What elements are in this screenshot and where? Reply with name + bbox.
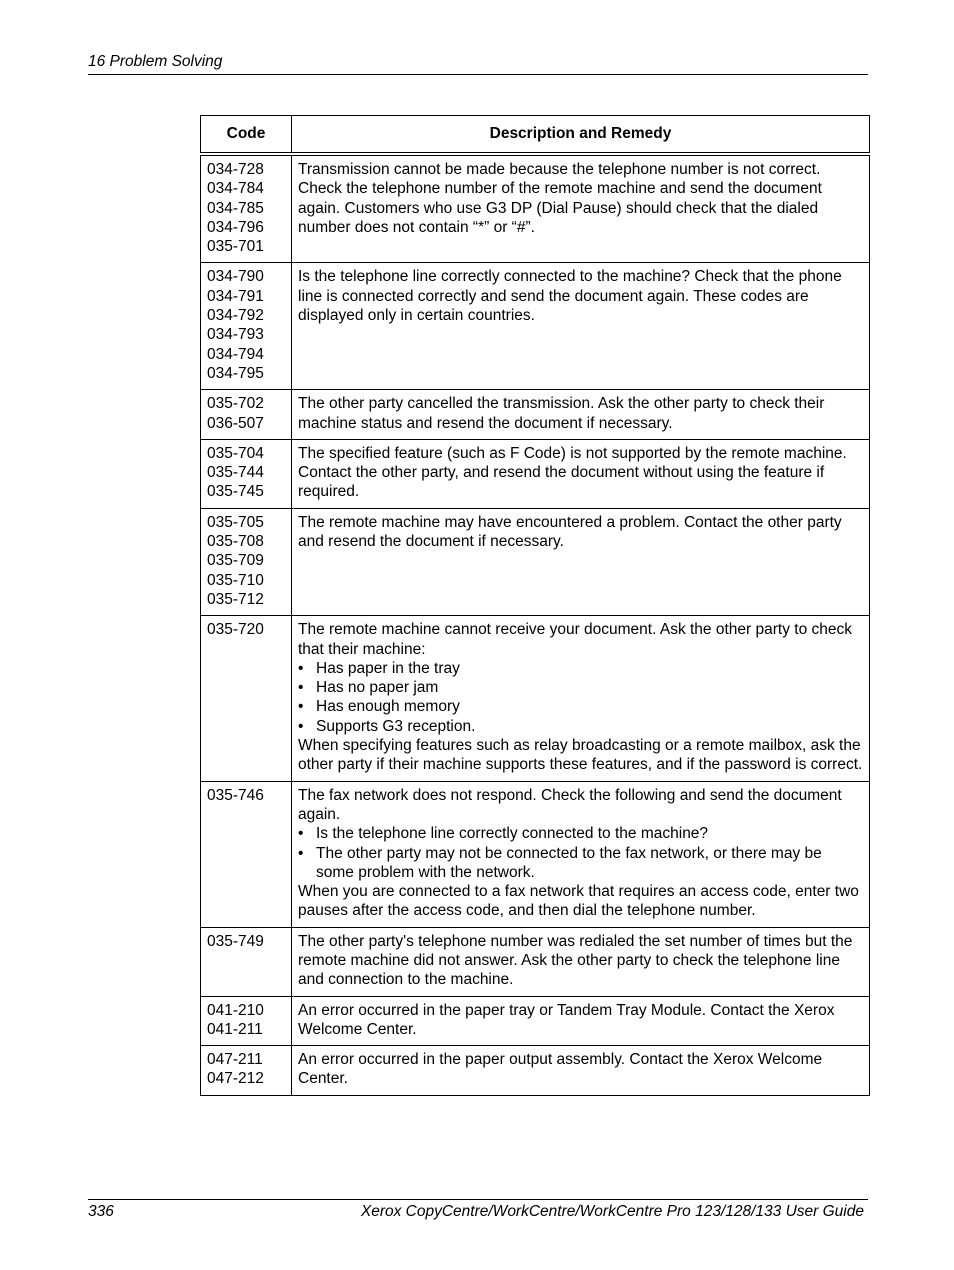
error-code: 035-708 <box>207 533 264 551</box>
description-cell <box>292 154 870 263</box>
description-cell <box>292 616 870 781</box>
remedy-bullet-item: • The other party may not be connected to the fax network, or there may be some problem with the network. <box>298 844 863 883</box>
table-row <box>201 439 870 508</box>
column-header-code: Code <box>201 116 292 155</box>
remedy-text: The other party cancelled the transmission. Ask the other party to check their machine status and resend the document if necessary. <box>298 395 825 432</box>
error-code: 035-701 <box>207 238 264 256</box>
error-code-cell <box>201 781 292 927</box>
footer-divider <box>88 1199 868 1200</box>
running-header: 16 Problem Solving <box>88 52 868 75</box>
error-code: 035-746 <box>207 786 264 804</box>
remedy-text: An error occurred in the paper output assembly. Contact the Xerox Welcome Center. <box>298 1051 823 1088</box>
error-code: 034-795 <box>207 364 264 382</box>
error-code-cell <box>201 616 292 781</box>
table-row <box>201 781 870 927</box>
remedy-bullet-item: • Has paper in the tray <box>298 659 863 678</box>
description-cell <box>292 390 870 440</box>
error-code-cell <box>201 1046 292 1096</box>
table-row <box>201 1046 870 1096</box>
error-code: 035-704 <box>207 444 264 462</box>
page-number: 336 <box>88 1203 114 1220</box>
error-code: 034-790 <box>207 268 264 286</box>
table-row <box>201 390 870 440</box>
table-row <box>201 263 870 390</box>
remedy-bullet-item: • Is the telephone line correctly connected to the machine? <box>298 824 863 843</box>
error-code: 035-705 <box>207 513 264 531</box>
error-code-table <box>200 115 870 1096</box>
error-code: 047-212 <box>207 1070 264 1088</box>
error-code: 034-728 <box>207 161 264 178</box>
remedy-bullet-item: • Has enough memory <box>298 697 863 716</box>
error-code: 035-712 <box>207 590 264 608</box>
remedy-text: The remote machine cannot receive your document. Ask the other party to check that their machine: <box>298 621 852 658</box>
error-code: 047-211 <box>207 1051 263 1069</box>
error-code: 035-709 <box>207 552 264 570</box>
error-code: 041-210 <box>207 1001 264 1019</box>
error-code: 034-794 <box>207 345 264 363</box>
error-code: 035-702 <box>207 395 264 413</box>
error-code: 036-507 <box>207 414 264 432</box>
remedy-bullet-item: • Supports G3 reception. <box>298 717 863 736</box>
description-cell <box>292 508 870 615</box>
table-row <box>201 927 870 996</box>
error-code: 034-791 <box>207 287 264 305</box>
remedy-bullet-item: • Has no paper jam <box>298 678 863 697</box>
error-code-cell <box>201 996 292 1046</box>
remedy-text: The specified feature (such as F Code) is not supported by the remote machine. Contact the other party, and resend the document without using the feature if required. <box>298 444 847 501</box>
remedy-text: When specifying features such as relay broadcasting or a remote mailbox, ask the other party if their machine supports these features, and if the password is correct. <box>298 737 863 774</box>
description-cell <box>292 927 870 996</box>
remedy-text: Is the telephone line correctly connected to the machine? Check that the phone line is connected correctly and send the document again. These codes are displayed only in certain countries. <box>298 268 842 325</box>
error-code: 035-744 <box>207 464 264 482</box>
remedy-text: Transmission cannot be made because the telephone number is not correct. Check the telephone number of the remote machine and send the document again. Customers who use G3 DP (Dial Pause) should check that the dialed number does not contain “*” or “#”. <box>298 161 822 236</box>
error-code-cell <box>201 390 292 440</box>
error-code: 034-792 <box>207 307 264 325</box>
description-cell <box>292 996 870 1046</box>
table-header-row <box>201 116 870 155</box>
error-code: 034-785 <box>207 199 264 217</box>
error-code: 034-793 <box>207 326 264 344</box>
error-code-cell <box>201 508 292 615</box>
guide-title: Xerox CopyCentre/WorkCentre/WorkCentre Pro 123/128/133 User Guide <box>360 1203 864 1220</box>
error-code-cell <box>201 154 292 263</box>
table-row <box>201 616 870 781</box>
description-cell <box>292 781 870 927</box>
table-row <box>201 508 870 615</box>
error-code-cell <box>201 927 292 996</box>
error-code-cell <box>201 439 292 508</box>
table-body <box>201 154 870 1095</box>
remedy-text: The other party's telephone number was redialed the set number of times but the remote machine did not answer. Ask the other party to check the telephone line and connection to the machine. <box>298 932 853 989</box>
remedy-text: The remote machine may have encountered a problem. Contact the other party and resend the document if necessary. <box>298 513 842 551</box>
error-code-cell <box>201 263 292 390</box>
description-cell <box>292 439 870 508</box>
error-code: 041-211 <box>207 1020 263 1038</box>
error-code: 034-784 <box>207 180 264 198</box>
remedy-text: An error occurred in the paper tray or Tandem Tray Module. Contact the Xerox Welcome Center. <box>298 1001 835 1038</box>
remedy-text: When you are connected to a fax network that requires an access code, enter two pauses after the access code, and then dial the telephone number. <box>298 883 859 920</box>
remedy-text: The fax network does not respond. Check the following and send the document again. <box>298 786 842 823</box>
table-row <box>201 154 870 263</box>
description-cell <box>292 263 870 390</box>
error-code: 035-749 <box>207 932 264 950</box>
error-code: 035-710 <box>207 571 264 589</box>
column-header-description: Description and Remedy <box>292 116 870 155</box>
table-row <box>201 996 870 1046</box>
error-code: 034-796 <box>207 218 264 236</box>
error-code: 035-720 <box>207 621 264 639</box>
error-code: 035-745 <box>207 483 264 501</box>
description-cell <box>292 1046 870 1096</box>
